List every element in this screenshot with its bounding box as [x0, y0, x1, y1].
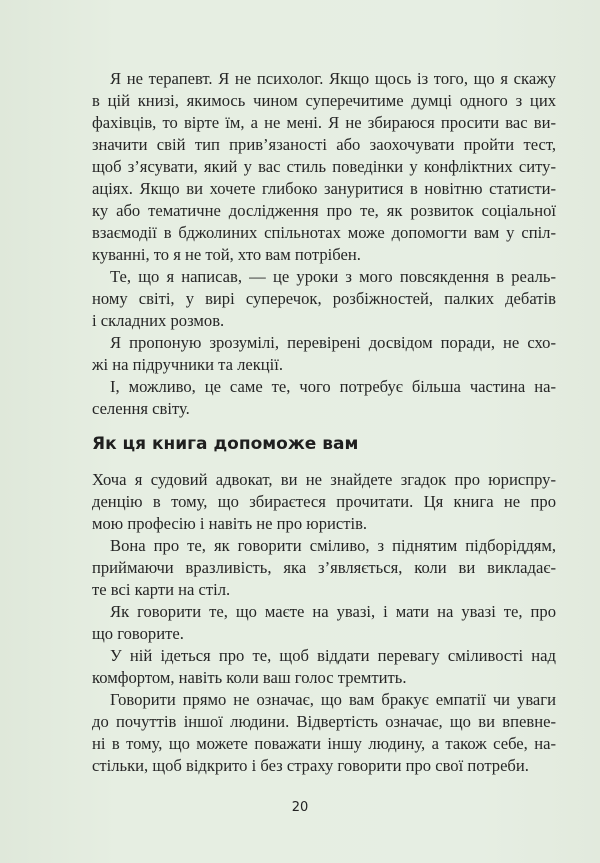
- text-line: і складних розмов.: [92, 311, 225, 330]
- text-line: І, можливо, це саме те, чого потребує більша частина на-: [110, 377, 556, 396]
- text-line: Як говорити те, що маєте на увазі, і мати на увазі те, про: [110, 602, 556, 621]
- text-line: щоб з’ясувати, який у вас стиль поведінки у конфліктних ситу-: [92, 157, 556, 176]
- paragraph: [92, 535, 556, 601]
- text-line: комфортом, навіть коли ваш голос тремтить.: [92, 668, 407, 687]
- text-line: приймаючи вразливість, яка з’являється, коли ви викладає-: [92, 558, 556, 577]
- text-line: Я не терапевт. Я не психолог. Якщо щось із того, що я скажу: [110, 69, 556, 88]
- text-line: селення світу.: [92, 399, 190, 418]
- paragraph: [92, 601, 556, 645]
- text-line: значити свій тип прив’язаності або заохочувати пройти тест,: [92, 135, 556, 154]
- text-line: денцію в тому, що збираєтеся прочитати. Ця книга не про: [92, 492, 556, 511]
- text-line: ку або тематичне дослідження про те, як розвиток соціальної: [92, 201, 556, 220]
- text-line: фахівців, то вірте їм, а не мені. Я не збираюся просити вас ви-: [92, 113, 556, 132]
- text-line: Я пропоную зрозумілі, перевірені досвідом поради, не схо-: [110, 333, 556, 352]
- paragraph: [92, 68, 556, 266]
- text-line: куванні, то я не той, хто вам потрібен.: [92, 245, 361, 264]
- text-column: [92, 68, 556, 777]
- paragraph: [92, 689, 556, 777]
- text-line: Хоча я судовий адвокат, ви не знайдете згадок про юриспру-: [92, 470, 556, 489]
- text-line: Говорити прямо не означає, що вам бракує емпатії чи уваги: [110, 690, 556, 709]
- paragraph: [92, 645, 556, 689]
- text-line: Те, що я написав, — це уроки з мого повсякдення в реаль-: [110, 267, 556, 286]
- section-heading: Як ця книга допоможе вам: [92, 434, 359, 454]
- text-line: стільки, щоб відкрито і без страху говорити про свої потреби.: [92, 756, 529, 775]
- text-line: ному світі, у вирі суперечок, розбіжностей, палких дебатів: [92, 289, 556, 308]
- text-line: аціях. Якщо ви хочете глибоко зануритися в новітню статисти-: [92, 179, 556, 198]
- section-body: [92, 469, 556, 777]
- page-number: 20: [291, 800, 309, 815]
- text-line: мою професію і навіть не про юристів.: [92, 514, 368, 533]
- text-line: ні в тому, що можете поважати іншу людину, а також себе, на-: [92, 734, 556, 753]
- paragraph: [92, 376, 556, 420]
- text-line: жі на підручники та лекції.: [92, 355, 284, 374]
- text-line: те всі карти на стіл.: [92, 580, 231, 599]
- paragraph: [92, 266, 556, 332]
- text-line: взаємодії в бджолиних спільнотах може допомогти вам у спіл-: [92, 223, 556, 242]
- text-line: до почуттів іншої людини. Відвертість означає, що ви впевне-: [92, 712, 556, 731]
- text-line: в цій книзі, якимось чином суперечитиме думці одного з цих: [92, 91, 556, 110]
- text-line: У ній ідеться про те, щоб віддати перевагу сміливості над: [110, 646, 556, 665]
- paragraph: [92, 469, 556, 535]
- text-line: що говорите.: [92, 624, 184, 643]
- paragraph: [92, 332, 556, 376]
- text-line: Вона про те, як говорити сміливо, з піднятим підборіддям,: [110, 536, 556, 555]
- intro-section: [92, 68, 556, 420]
